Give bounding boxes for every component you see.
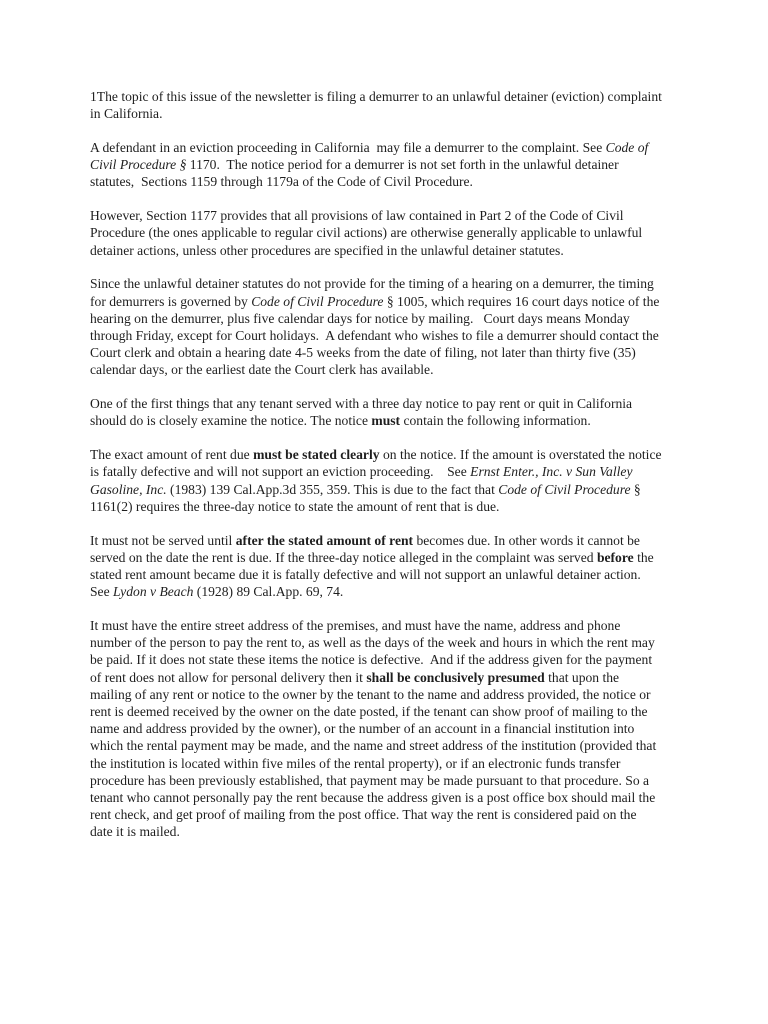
bold-emphasis: must	[371, 413, 401, 429]
bold-emphasis: before	[596, 549, 634, 565]
text-run: § 1161(2) requires the three-day notice to state the amount of rent that is due.	[90, 481, 645, 514]
text-run: (1983) 139 Cal.App.3d 355, 359. This is due to the fact that	[166, 481, 499, 497]
text-run: 1The topic of this issue of the newsletter is filing a demurrer to an unlawful detainer (eviction) complaint in California.	[90, 89, 666, 122]
paragraph	[90, 139, 662, 191]
text-run: becomes due. In other words it cannot be served on the date the rent is due. If the three-day notice alleged in the complaint was served	[90, 532, 644, 565]
italic-citation: Code of Civil Procedure	[251, 293, 384, 309]
paragraph	[90, 617, 662, 841]
text-run: 1170. The notice period for a demurrer is not set forth in the unlawful detainer statutes, Sections 1159 through 1179a of the Code of Civil Procedure.	[90, 157, 623, 190]
text-run: The exact amount of rent due	[90, 447, 254, 463]
text-run: that upon the mailing of any rent or notice to the owner by the tenant to the name and address provided, the notice or rent is deemed received by the owner on the date posted, if the tenant can show proof of mailing to the name and address provided by the owner), or the number of an account in a financial institution into which the rental payment may be made, and the name and street address of the institution (provided that the institution is located within five miles of the rental property), or if an electronic funds transfer procedure has been previously established, that payment may be made pursuant to that procedure. So a tenant who cannot personally pay the rent because the address given is a post office box should mail the rent check, and get proof of mailing from the post office. That way the rent is considered paid on the date it is mailed.	[90, 669, 660, 840]
text-run: § 1005, which requires 16 court days notice of the hearing on the demurrer, plus five calendar days for notice by mailing. Court days means Monday through Friday, except for Court holidays. A defendant who wishes to file a demurrer should contact the Court clerk and obtain a hearing date 4-5 weeks from the date of filing, not later than thirty five (35) calendar days, or the earliest date the Court clerk has available.	[90, 293, 663, 378]
text-run: contain the following information.	[400, 413, 591, 429]
bold-emphasis: must be stated clearly	[253, 447, 380, 463]
paragraph	[90, 275, 662, 378]
bold-emphasis: after the stated amount of rent	[235, 532, 414, 548]
italic-citation: Lydon v Beach	[113, 584, 194, 600]
paragraph	[90, 88, 666, 122]
text-run: Since the unlawful detainer statutes do not provide for the timing of a hearing on a demurrer, the timing for demurrers is governed by	[90, 276, 658, 309]
paragraph	[90, 446, 665, 515]
paragraph	[90, 395, 662, 429]
document-page	[90, 88, 666, 857]
bold-emphasis: shall be conclusively presumed	[366, 669, 545, 685]
italic-citation: Code of Civil Procedure	[498, 481, 631, 497]
text-run: on the notice. If the amount is overstated the notice is fatally defective and will not support an eviction proceeding. See	[90, 447, 665, 480]
text-run: One of the first things that any tenant served with a three day notice to pay rent or quit in California should do is closely examine the notice. The notice	[90, 396, 636, 429]
paragraph	[90, 207, 662, 259]
paragraph	[90, 532, 662, 601]
italic-citation: Code of Civil Procedure §	[90, 140, 652, 173]
text-run: (1928) 89 Cal.App. 69, 74.	[193, 584, 344, 600]
text-run: the stated rent amount became due it is fatally defective and will not support an unlawful detainer action. See	[90, 549, 658, 600]
text-run: It must have the entire street address of the premises, and must have the name, address and phone number of the person to pay the rent to, as well as the days of the week and hours in which the rent may be paid. If it does not state these items the notice is defective. And if the address given for the payment of rent does not allow for personal delivery then it	[90, 618, 659, 685]
text-run: However, Section 1177 provides that all provisions of law contained in Part 2 of the Code of Civil Procedure (the ones applicable to regular civil actions) are otherwise generally applicable to unlawful detainer actions, unless other procedures are specified in the unlawful detainer statutes.	[90, 208, 646, 258]
text-run: It must not be served until	[90, 532, 236, 548]
text-run: A defendant in an eviction proceeding in California may file a demurrer to the complaint. See	[90, 140, 606, 155]
italic-citation: Ernst Enter., Inc. v Sun Valley Gasoline, Inc.	[90, 464, 636, 497]
